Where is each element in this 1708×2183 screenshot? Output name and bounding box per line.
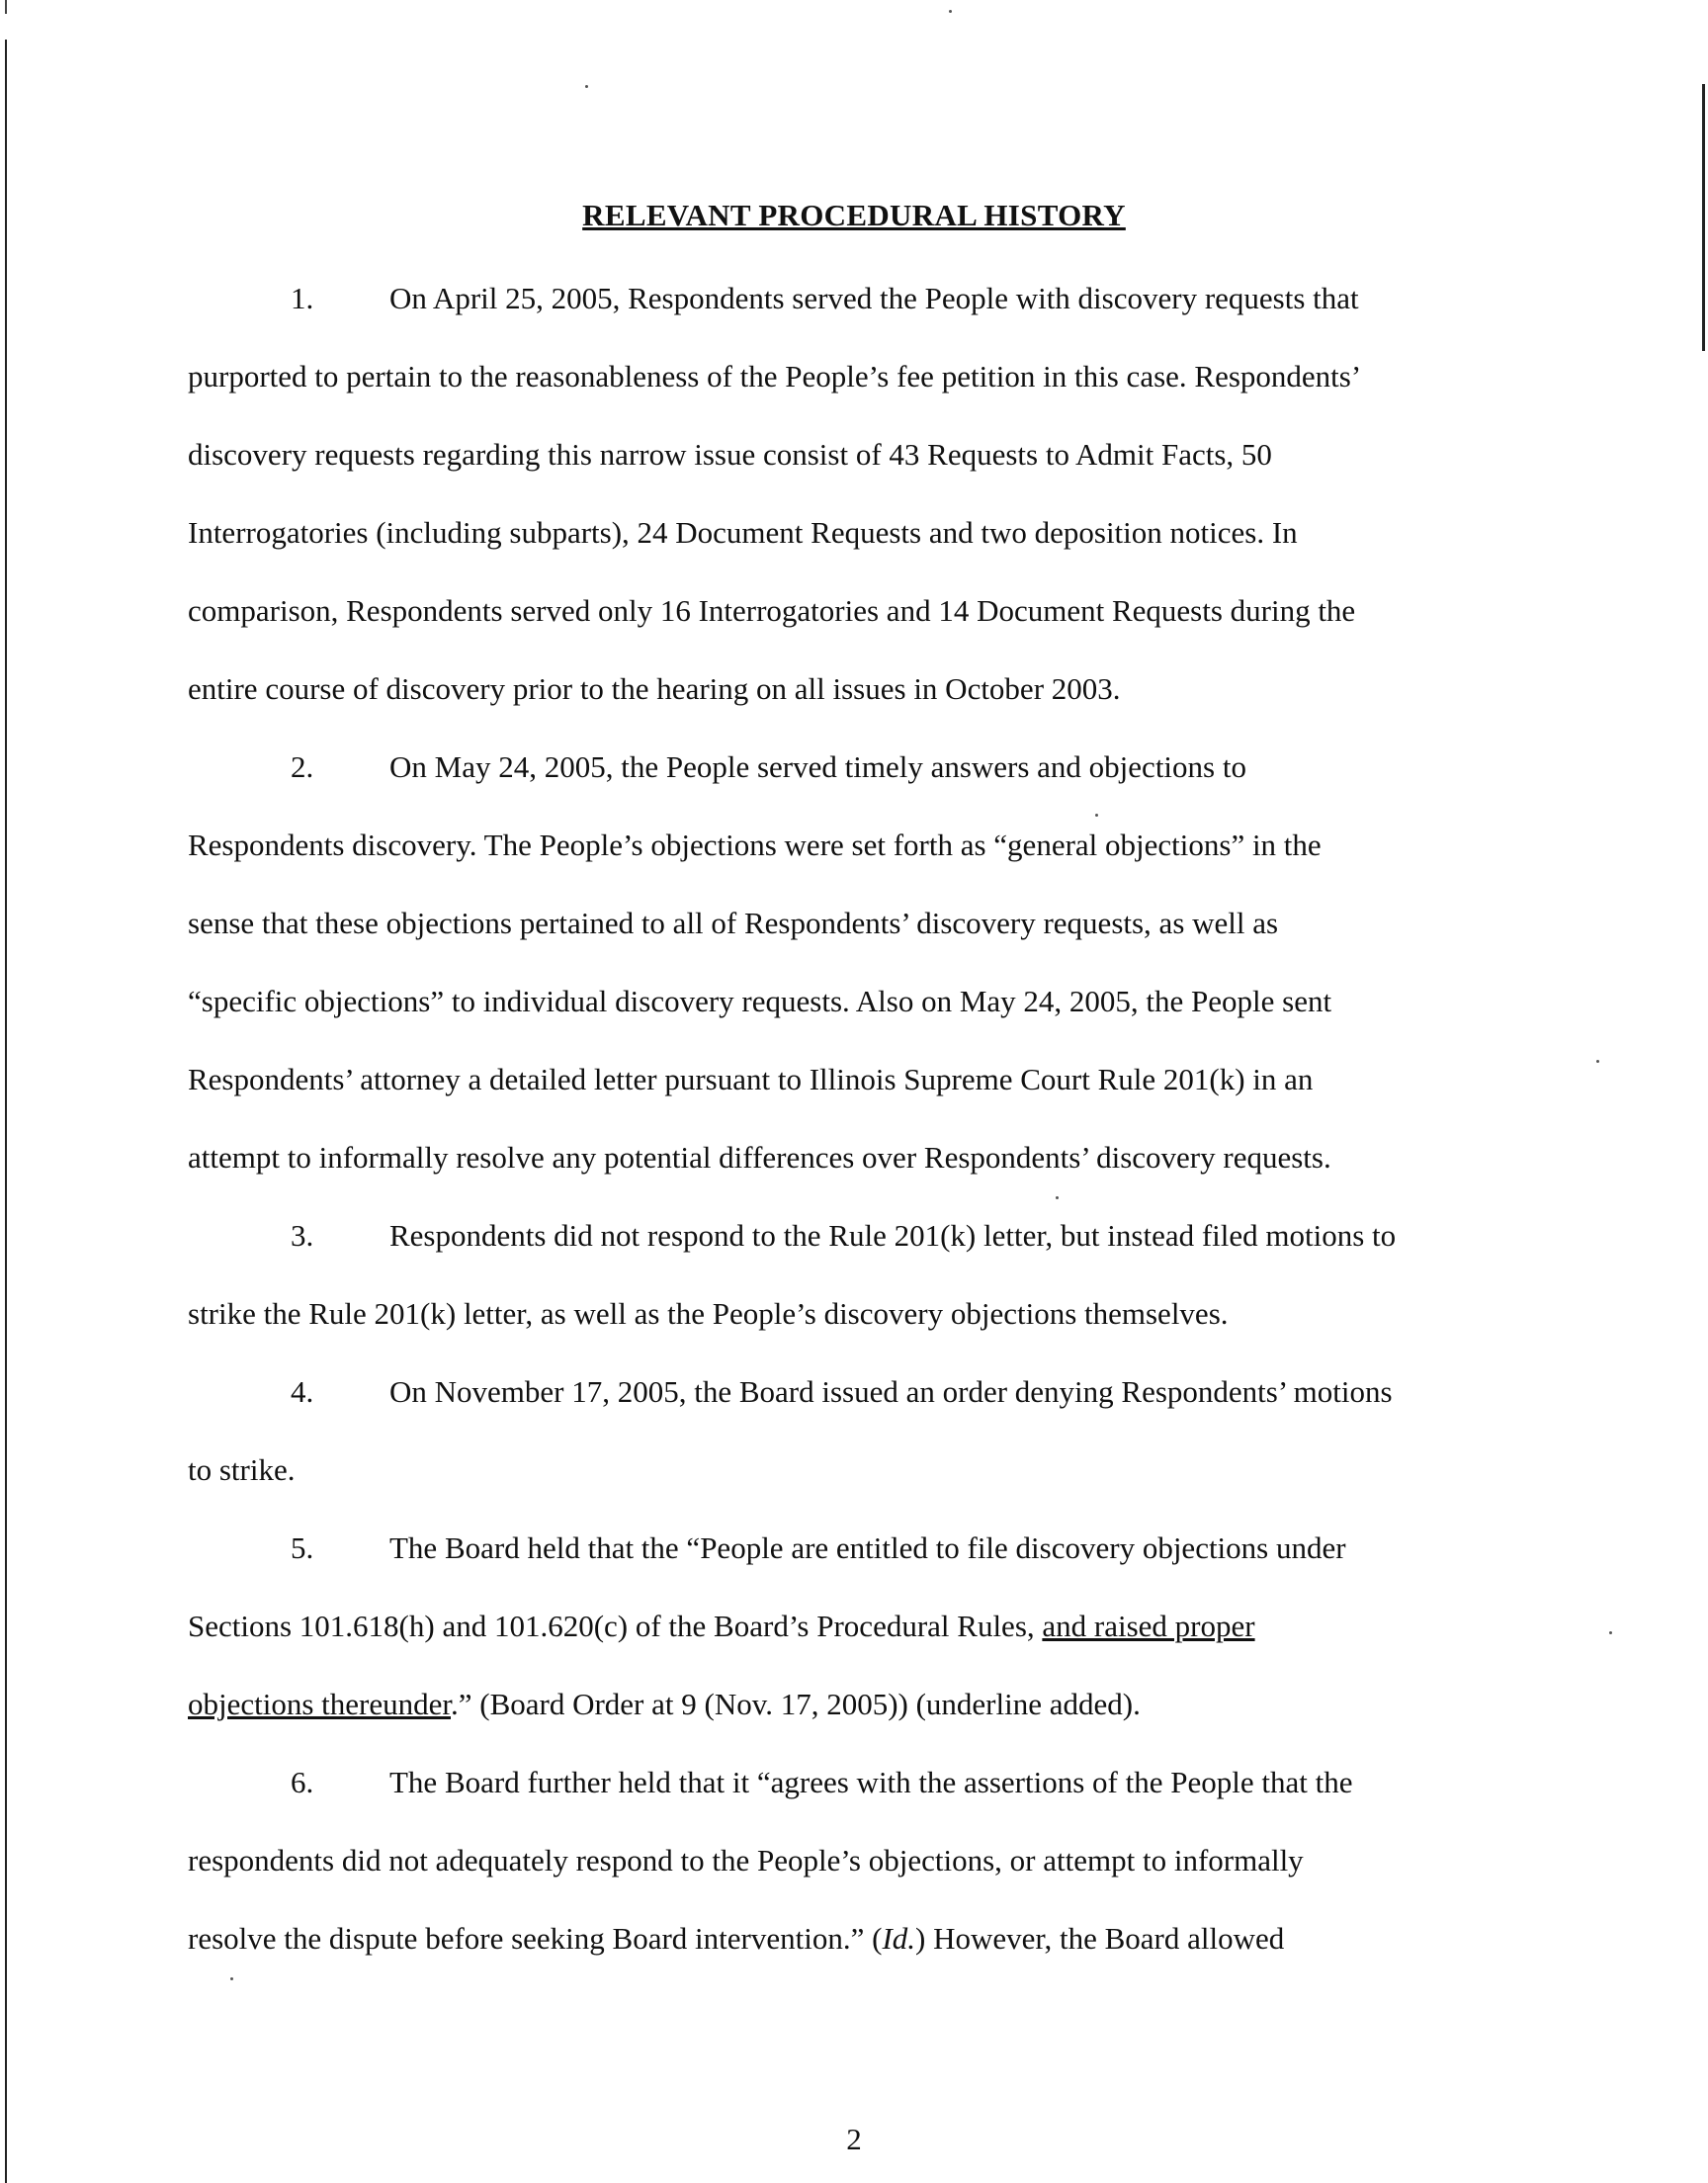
text-line: entire course of discovery prior to the hearing on all issues in October 2003. bbox=[188, 671, 1121, 706]
citation-id: Id. bbox=[882, 1921, 916, 1956]
text-line bbox=[188, 1919, 1284, 1959]
text-line: Respondents did not respond to the Rule 201(k) letter, but instead filed motions to bbox=[389, 1218, 1397, 1253]
paragraph-number: 4. bbox=[291, 1374, 314, 1409]
text-run: Sections 101.618(h) and 101.620(c) of the Board’s Procedural Rules, bbox=[188, 1609, 1043, 1643]
scan-edge-line bbox=[5, 0, 7, 14]
paragraph-number: 5. bbox=[291, 1530, 314, 1565]
scan-speck bbox=[1056, 1196, 1059, 1199]
paragraph-number: 2. bbox=[291, 749, 314, 784]
scan-edge-line bbox=[5, 40, 7, 2183]
scan-speck bbox=[585, 85, 588, 88]
underlined-text: objections thereunder bbox=[188, 1687, 451, 1721]
section-heading: RELEVANT PROCEDURAL HISTORY bbox=[582, 198, 1126, 232]
paragraph-number: 6. bbox=[291, 1765, 314, 1799]
text-line: The Board further held that it “agrees with the assertions of the People that the bbox=[389, 1765, 1353, 1799]
paragraph-number: 3. bbox=[291, 1218, 314, 1253]
text-line: attempt to informally resolve any potential differences over Respondents’ discovery requests. bbox=[188, 1140, 1331, 1175]
text-run: ) However, the Board allowed bbox=[915, 1921, 1285, 1956]
text-line: On April 25, 2005, Respondents served the People with discovery requests that bbox=[389, 281, 1359, 315]
text-run: resolve the dispute before seeking Board intervention.” ( bbox=[188, 1921, 883, 1956]
text-line: to strike. bbox=[188, 1452, 296, 1487]
text-line: strike the Rule 201(k) letter, as well as the People’s discovery objections themselves. bbox=[188, 1296, 1229, 1331]
scan-speck bbox=[949, 10, 952, 13]
text-line: “specific objections” to individual discovery requests. Also on May 24, 2005, the People sent bbox=[188, 984, 1332, 1018]
text-line bbox=[188, 1607, 1255, 1646]
text-line: comparison, Respondents served only 16 Interrogatories and 14 Document Requests during the bbox=[188, 593, 1356, 628]
page-number: 2 bbox=[846, 2122, 862, 2156]
scan-speck bbox=[1095, 814, 1098, 817]
text-line: On November 17, 2005, the Board issued an order denying Respondents’ motions bbox=[389, 1374, 1393, 1409]
text-line bbox=[188, 1685, 1141, 1724]
scan-speck bbox=[1609, 1631, 1612, 1634]
text-line: discovery requests regarding this narrow issue consist of 43 Requests to Admit Facts, 50 bbox=[188, 437, 1272, 472]
text-line: purported to pertain to the reasonableness of the People’s fee petition in this case. Respondents’ bbox=[188, 359, 1362, 393]
underlined-text: and raised proper bbox=[1042, 1609, 1255, 1643]
text-line: Interrogatories (including subparts), 24 Document Requests and two deposition notices. In bbox=[188, 515, 1298, 550]
text-line: respondents did not adequately respond to the People’s objections, or attempt to informally bbox=[188, 1843, 1304, 1877]
text-line: Respondents’ attorney a detailed letter pursuant to Illinois Supreme Court Rule 201(k) in an bbox=[188, 1062, 1314, 1096]
text-line: Respondents discovery. The People’s objections were set forth as “general objections” in the bbox=[188, 828, 1322, 862]
scan-speck bbox=[1596, 1060, 1599, 1063]
paragraph-number: 1. bbox=[291, 281, 314, 315]
text-run: .” (Board Order at 9 (Nov. 17, 2005)) (underline added). bbox=[451, 1687, 1141, 1721]
scan-speck bbox=[230, 1977, 233, 1980]
text-line: sense that these objections pertained to all of Respondents’ discovery requests, as well as bbox=[188, 906, 1279, 940]
text-line: On May 24, 2005, the People served timely answers and objections to bbox=[389, 749, 1246, 784]
text-line: The Board held that the “People are entitled to file discovery objections under bbox=[389, 1530, 1346, 1565]
